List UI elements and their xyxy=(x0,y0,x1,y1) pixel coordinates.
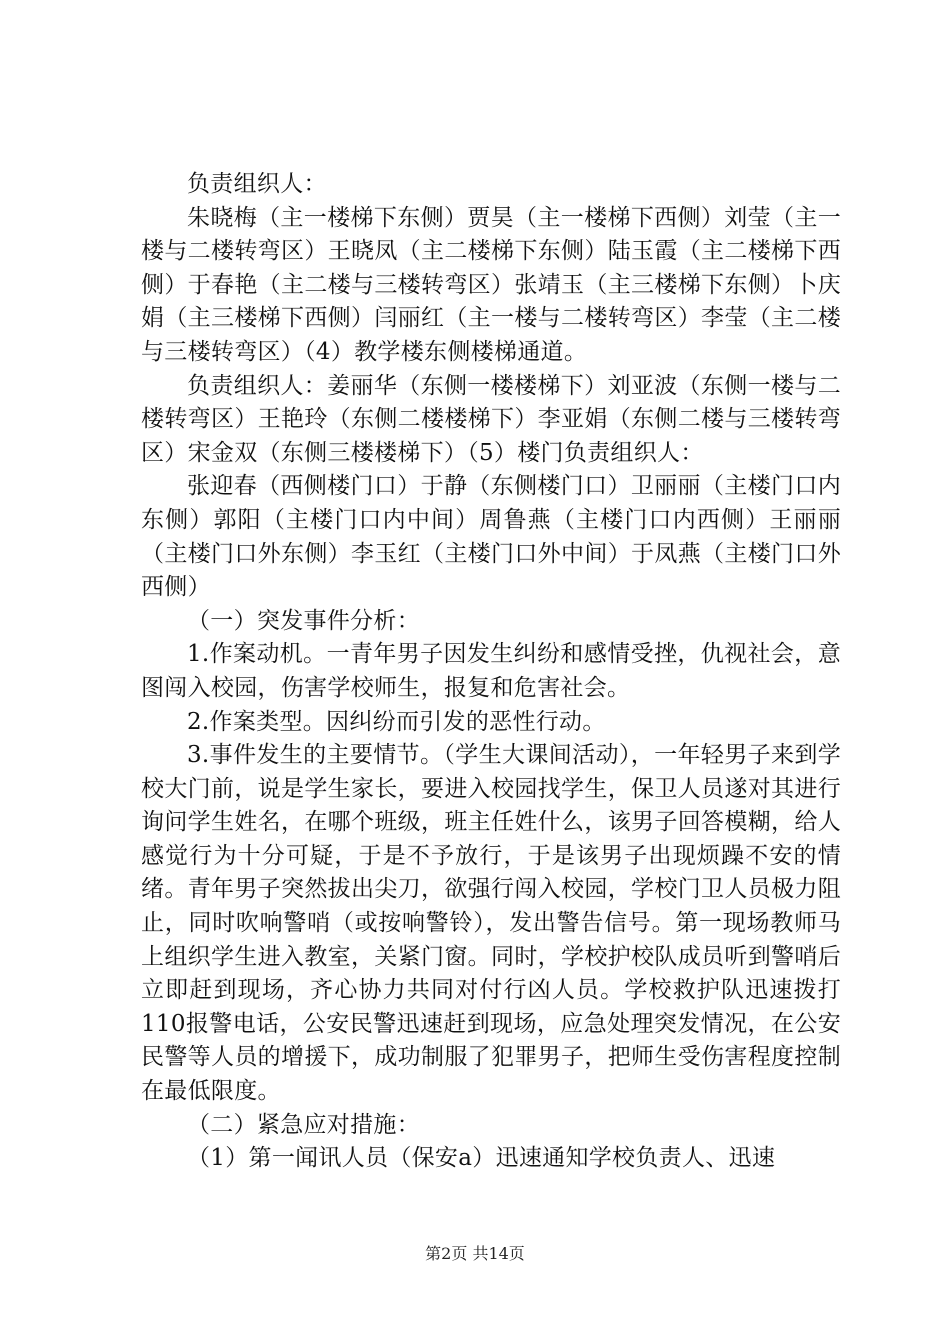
paragraph-main-plot: 3.事件发生的主要情节。（学生大课间活动），一年轻男子来到学校大门前，说是学生家长，要进入校园找学生，保卫人员遂对其进行询问学生姓名，在哪个班级，班主任姓什么，该男子回答模糊，给人感觉行为十分可疑，于是不予放行，于是该男子出现烦躁不安的情绪。青年男子突然拔出尖刀，欲强行闯入校园，学校门卫人员极力阻止，同时吹响警哨（或按响警铃），发出警告信号。第一现场教师马上组织学生进入教室，关紧门窗。同时，学校护校队成员听到警哨后立即赶到现场，齐心协力共同对付行凶人员。学校救护队迅速拨打110报警电话，公安民警迅速赶到现场，应急处理突发情况，在公安民警等人员的增援下，成功制服了犯罪男子，把师生受伤害程度控制在最低限度。 xyxy=(141,742,841,1105)
paragraph-main-stairs: 朱晓梅（主一楼梯下东侧）贾昊（主一楼梯下西侧）刘莹（主一楼与二楼转弯区）王晓凤（主二楼梯下东侧）陆玉霞（主二楼梯下西侧）于春艳（主二楼与三楼转弯区）张靖玉（主三楼梯下东侧）卜庆娟（主三楼梯下西侧）闫丽红（主一楼与二楼转弯区）李莹（主二楼与三楼转弯区）（4）教学楼东侧楼梯通道。 xyxy=(141,204,841,365)
paragraph-section-two-heading: （二）紧急应对措施： xyxy=(187,1111,420,1138)
paragraph-organizer-heading: 负责组织人： xyxy=(187,171,327,197)
paragraph-section-one-heading: （一）突发事件分析： xyxy=(187,607,420,634)
paragraph-doors: 张迎春（西侧楼门口）于静（东侧楼门口）卫丽丽（主楼门口内东侧）郭阳（主楼门口内中间）周鲁燕（主楼门口内西侧）王丽丽（主楼门口外东侧）李玉红（主楼门口外中间）于凤燕（主楼门口外西侧） xyxy=(141,473,841,601)
page-footer: 第2页 共14页 xyxy=(425,1244,525,1263)
paragraph-type: 2.作案类型。因纠纷而引发的恶性行动。 xyxy=(187,708,606,735)
paragraph-east-stairs: 负责组织人：姜丽华（东侧一楼楼梯下）刘亚波（东侧一楼与二楼转弯区）王艳玲（东侧二楼楼梯下）李亚娟（东侧二楼与三楼转弯区）宋金双（东侧三楼楼梯下）（5）楼门负责组织人： xyxy=(141,372,841,466)
paragraph-motive: 1.作案动机。一青年男子因发生纠纷和感情受挫，仇视社会，意图闯入校园，伤害学校师生，报复和危害社会。 xyxy=(141,641,841,701)
document-body xyxy=(141,168,841,1176)
paragraph-first-responder: （1）第一闻讯人员（保安a）迅速通知学校负责人、迅速 xyxy=(187,1145,776,1172)
